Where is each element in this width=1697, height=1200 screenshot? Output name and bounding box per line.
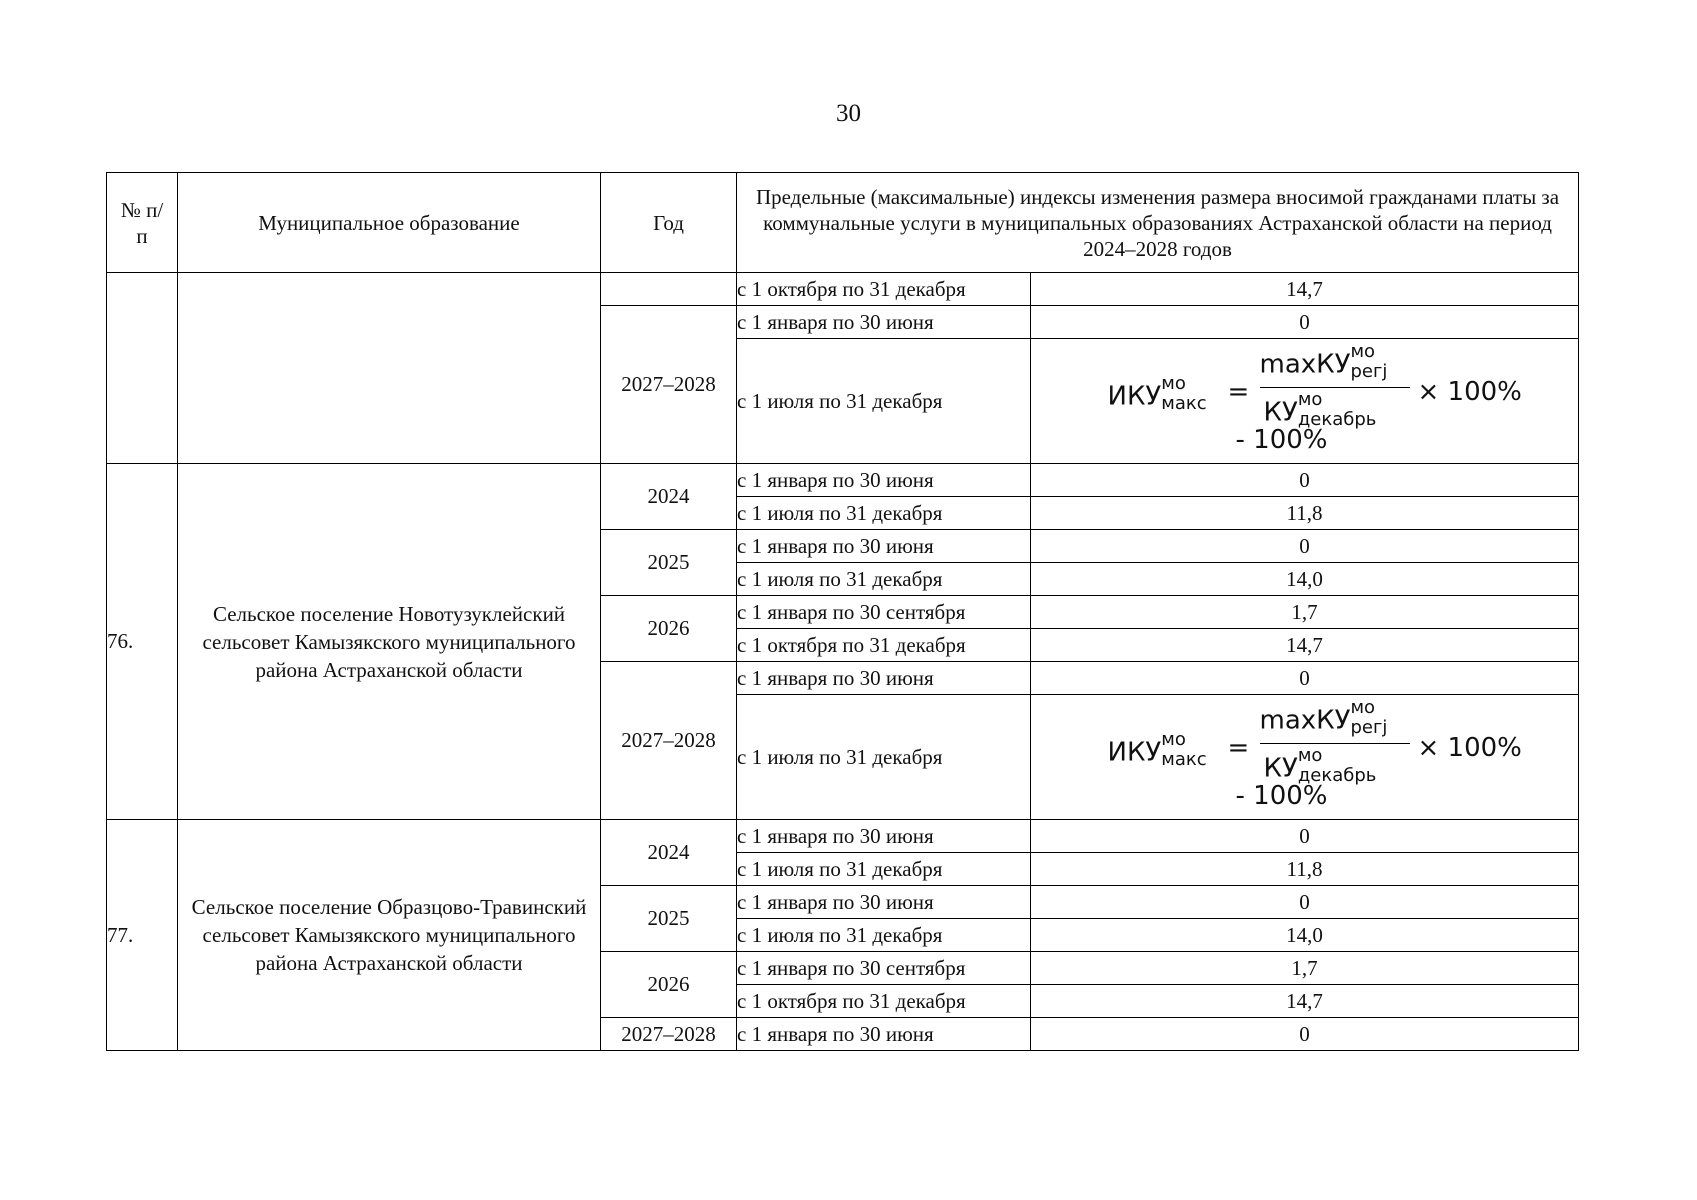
- cell-value: 14,0: [1031, 563, 1579, 596]
- formula-lhs: ИКУ мо макс: [1107, 373, 1207, 414]
- cell-value: 11,8: [1031, 853, 1579, 886]
- cell-period: с 1 января по 30 сентября: [737, 596, 1031, 629]
- cell-period: с 1 июля по 31 декабря: [737, 497, 1031, 530]
- cell-year: 2024: [601, 464, 737, 530]
- formula-minus: - 100%: [1235, 425, 1328, 455]
- cell-year: 2027–2028: [601, 1018, 737, 1051]
- cell-period: с 1 января по 30 июня: [737, 886, 1031, 919]
- table-row: [107, 464, 1579, 497]
- cell-municipality: Сельское поселение Образцово-Травинский сельсовет Камызякского муниципального района Астраханской области: [178, 820, 601, 1051]
- cell-num: 76.: [107, 464, 178, 820]
- cell-period: с 1 июля по 31 декабря: [737, 695, 1031, 820]
- formula-numerator: maxКУ мо регj: [1259, 697, 1388, 738]
- table-header-row: [107, 173, 1579, 273]
- cell-period: с 1 октября по 31 декабря: [737, 985, 1031, 1018]
- formula-equals: =: [1227, 377, 1250, 407]
- formula-cell: [1031, 695, 1579, 820]
- cell-period: с 1 января по 30 сентября: [737, 952, 1031, 985]
- table-row: [107, 273, 1579, 306]
- cell-value: 1,7: [1031, 596, 1579, 629]
- cell-year: 2026: [601, 952, 737, 1018]
- formula-cell: [1031, 339, 1579, 464]
- formula-times: × 100%: [1417, 733, 1522, 763]
- cell-year: 2026: [601, 596, 737, 662]
- cell-period: с 1 июля по 31 декабря: [737, 563, 1031, 596]
- header-num: № п/п: [107, 173, 178, 273]
- cell-period: с 1 июля по 31 декабря: [737, 339, 1031, 464]
- page-number: 30: [836, 100, 861, 127]
- table-row: [107, 820, 1579, 853]
- cell-value: 11,8: [1031, 497, 1579, 530]
- fraction-line: [1260, 743, 1410, 744]
- formula-denominator: КУ мо декабрь: [1263, 389, 1377, 430]
- cell-municipality: [178, 273, 601, 464]
- tariff-index-table: [106, 172, 1579, 1051]
- header-year: Год: [601, 173, 737, 273]
- fraction-line: [1260, 387, 1410, 388]
- cell-period: с 1 января по 30 июня: [737, 662, 1031, 695]
- formula: [1090, 339, 1520, 457]
- cell-period: с 1 июля по 31 декабря: [737, 919, 1031, 952]
- cell-value: 0: [1031, 306, 1579, 339]
- cell-value: 0: [1031, 886, 1579, 919]
- cell-period: с 1 января по 30 июня: [737, 1018, 1031, 1051]
- cell-year: 2025: [601, 530, 737, 596]
- cell-period: с 1 января по 30 июня: [737, 306, 1031, 339]
- header-indices: Предельные (максимальные) индексы изменения размера вносимой гражданами платы за коммунальные услуги в муниципальных образованиях Астраханской области на период 2024–2028 годов: [737, 173, 1579, 273]
- formula-minus: - 100%: [1235, 781, 1328, 811]
- formula-denominator: КУ мо декабрь: [1263, 745, 1377, 786]
- header-municipality: Муниципальное образование: [178, 173, 601, 273]
- cell-year: 2024: [601, 820, 737, 886]
- cell-num: [107, 273, 178, 464]
- formula-numerator: maxКУ мо регj: [1259, 341, 1388, 382]
- cell-municipality: Сельское поселение Новотузуклейский сельсовет Камызякского муниципального района Астраханской области: [178, 464, 601, 820]
- cell-value: 14,7: [1031, 985, 1579, 1018]
- formula-times: × 100%: [1417, 377, 1522, 407]
- cell-value: 14,7: [1031, 273, 1579, 306]
- cell-year: 2027–2028: [601, 306, 737, 464]
- cell-year: [601, 273, 737, 306]
- cell-period: с 1 октября по 31 декабря: [737, 629, 1031, 662]
- cell-period: с 1 июля по 31 декабря: [737, 853, 1031, 886]
- cell-value: 0: [1031, 662, 1579, 695]
- cell-value: 14,7: [1031, 629, 1579, 662]
- formula-lhs: ИКУ мо макс: [1107, 729, 1207, 770]
- cell-period: с 1 января по 30 июня: [737, 820, 1031, 853]
- cell-period: с 1 января по 30 июня: [737, 530, 1031, 563]
- cell-year: 2025: [601, 886, 737, 952]
- cell-period: с 1 октября по 31 декабря: [737, 273, 1031, 306]
- cell-value: 0: [1031, 820, 1579, 853]
- cell-year: 2027–2028: [601, 662, 737, 820]
- cell-value: 14,0: [1031, 919, 1579, 952]
- cell-num: 77.: [107, 820, 178, 1051]
- formula-equals: =: [1227, 733, 1250, 763]
- cell-value: 1,7: [1031, 952, 1579, 985]
- cell-period: с 1 января по 30 июня: [737, 464, 1031, 497]
- cell-value: 0: [1031, 1018, 1579, 1051]
- cell-value: 0: [1031, 464, 1579, 497]
- formula: [1090, 695, 1520, 813]
- cell-value: 0: [1031, 530, 1579, 563]
